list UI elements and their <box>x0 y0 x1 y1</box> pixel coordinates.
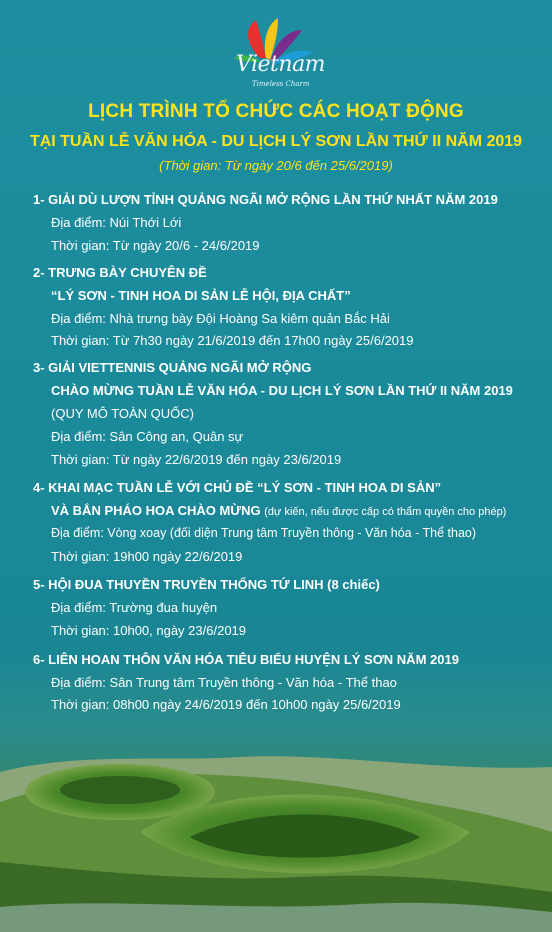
logo-text: Vietnam <box>236 52 326 77</box>
logo-tagline: Timeless Charm <box>252 80 310 88</box>
volcano-landscape-image <box>0 712 552 932</box>
event-4-location: Địa điểm: Vòng xoay (đối diện Trung tâm Truyền thông - Văn hóa - Thể thao) <box>51 526 477 540</box>
page-title: LỊCH TRÌNH TỔ CHỨC CÁC HOẠT ĐỘNG <box>88 101 464 122</box>
event-4-time: Thời gian: 19h00 ngày 22/6/2019 <box>51 549 243 564</box>
event-4-heading-note: (dự kiến, nếu được cấp có thẩm quyền cho phép) <box>264 506 507 518</box>
event-4-heading-cont <box>51 503 506 518</box>
event-3-heading-cont2: (QUY MÔ TOÀN QUỐC) <box>51 406 195 421</box>
event-5-time: Thời gian: 10h00, ngày 23/6/2019 <box>51 623 247 638</box>
event-3-heading-cont: CHÀO MỪNG TUẦN LỄ VĂN HÓA - DU LỊCH LÝ SƠN LẦN THỨ II NĂM 2019 <box>51 383 513 398</box>
event-2-location: Địa điểm: Nhà trưng bày Đội Hoàng Sa kiêm quản Bắc Hải <box>51 311 390 326</box>
event-2-heading: 2- TRƯNG BÀY CHUYÊN ĐỀ <box>33 265 207 280</box>
event-6-location: Địa điểm: Sân Trung tâm Truyền thông - Văn hóa - Thể thao <box>51 675 397 690</box>
event-2-heading-cont: “LÝ SƠN - TINH HOA DI SẢN LỄ HỘI, ĐỊA CHẤT” <box>51 288 351 303</box>
event-2-time: Thời gian: Từ 7h30 ngày 21/6/2019 đến 17h00 ngày 25/6/2019 <box>51 333 414 348</box>
event-3-time: Thời gian: Từ ngày 22/6/2019 đến ngày 23/6/2019 <box>51 452 342 467</box>
event-4-heading-cont-text: VÀ BẮN PHÁO HOA CHÀO MỪNG <box>51 503 261 518</box>
time-note: (Thời gian: Từ ngày 20/6 đến 25/6/2019) <box>159 158 393 173</box>
event-6-heading: 6- LIÊN HOAN THÔN VĂN HÓA TIÊU BIỂU HUYỆN LÝ SƠN NĂM 2019 <box>33 652 459 667</box>
event-3-location: Địa điểm: Sân Công an, Quân sự <box>51 429 244 444</box>
event-5-location: Địa điểm: Trường đua huyện <box>51 600 218 615</box>
event-1-time: Thời gian: Từ ngày 20/6 - 24/6/2019 <box>51 238 260 253</box>
event-1-location: Địa điểm: Núi Thới Lới <box>51 215 182 230</box>
event-1-heading: 1- GIẢI DÙ LƯỢN TỈNH QUẢNG NGÃI MỞ RỘNG LẦN THỨ NHẤT NĂM 2019 <box>33 192 498 207</box>
event-5-heading: 5- HỘI ĐUA THUYỀN TRUYỀN THỐNG TỨ LINH (8 chiếc) <box>33 577 380 592</box>
event-6-time: Thời gian: 08h00 ngày 24/6/2019 đến 10h00 ngày 25/6/2019 <box>51 697 401 712</box>
event-4-heading: 4- KHAI MẠC TUẦN LỄ VỚI CHỦ ĐỀ “LÝ SƠN - TINH HOA DI SẢN” <box>33 480 442 495</box>
event-3-heading: 3- GIẢI VIETTENNIS QUẢNG NGÃI MỞ RỘNG <box>33 360 312 375</box>
page-subtitle: TẠI TUẦN LỄ VĂN HÓA - DU LỊCH LÝ SƠN LẦN THỨ II NĂM 2019 <box>29 133 523 150</box>
